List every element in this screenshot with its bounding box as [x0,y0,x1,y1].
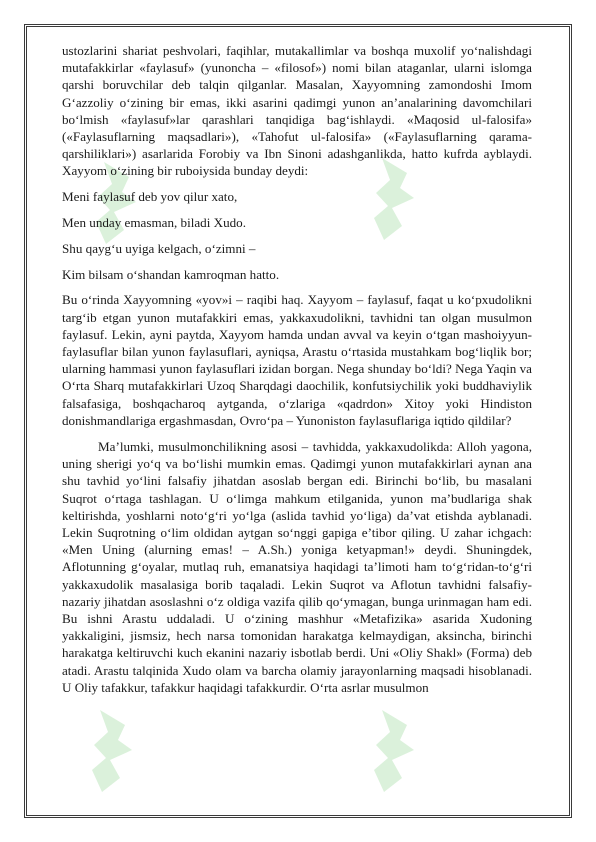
watermark-left-bottom-icon [80,700,150,800]
verse-line-4: Kim bilsam o‘shandan kamroqman hatto. [62,266,280,282]
verse-line-1: Meni faylasuf deb yov qilur xato, [62,189,238,205]
document-body [62,42,532,696]
verse-line-3: Shu qayg‘u uyiga kelgach, o‘zimni – [62,240,256,256]
watermark-right-bottom-icon [362,700,432,800]
paragraph-1: ustozlarini shariat peshvolari, faqihlar, mutakallimlar va boshqa muxolif yo‘nalishdagi mutafakkirlar «faylasuf» (yunoncha – «filosof») nomi bilan ataganlar, ularni islomga qarshi boruvchilar deb talqin qilganlar. Masalan, Xayyomning zamondoshi Imom G‘azzoliy o‘zining bir emas, ikki asarini qadimgi yunon an’analarining davomchilari bo‘lmish «faylasuf»lar qarashlari tanqidiga bag‘ishlaydi. «Maqosid ul-falosifa» («Faylasuflarning maqsadlari»), «Tahofut ul-falosifa» («Faylasuflarning qarama-qarshiliklari») asarlarida Forobiy va Ibn Sinoni adashganlikda, hatto kufrda ayblaydi. Xayyom o‘zining bir ruboiysida bunday deydi: [62,43,532,179]
verse-line-2: Men unday emasman, biladi Xudo. [62,215,247,231]
paragraph-2: Bu o‘rinda Xayyomning «yov»i – raqibi haq. Xayyom – faylasuf, faqat u ko‘pxudolikni targ‘ib etgan yunon mutafakkiri emas, yakkaxudolikni, tavhidni tan olgan musulmon faylasuf. Lekin, ayni paytda, Xayyom hamda undan avval va keyin o‘tgan mashoiyyun-faylasuflar bilan yunon faylasuflari, ayniqsa, Arastu o‘rtasida mustahkam bog‘liqlik bor; ularning hammasi yunon faylasuflari izidan borgan. Nega shunday bo‘ldi? Nega Yaqin va O‘rta Sharq mutafakkirlari Uzoq Sharqdagi daochilik, konfutsiychilik yoki buddhaviylik falsafasiga, boshqacharoq aytganda, o‘zlariga «qadrdon» Xitoy yoki Hindiston donishmandlariga ergashmasdan, Ovro‘pa – Yunoniston faylasuflariga iqtido qildilar? [62,292,532,428]
paragraph-3: Ma’lumki, musulmonchilikning asosi – tavhidda, yakkaxudolikda: Alloh yagona, uning sherigi yo‘q va bo‘lishi mumkin emas. Qadimgi yunon mutafakkirlari aynan ana shu tavhid yo‘lini falsafiy jihatdan asoslab bergan edi. Birinchi bo‘lib, bu masalani Suqrot o‘rtaga tashlagan. U o‘limga mahkum etilganida, yunon ma’budlariga shak keltirishda, yoshlarni noto‘g‘ri yo‘lga (aslida tavhid yo‘liga) da’vat etishda ayblanadi. Lekin Suqrotning o‘lim oldidan aytgan so‘nggi gapiga e’tibor qiling. U zahar ichgach: «Men Uning (alurning emas! – A.Sh.) yoniga ketyapman!» deydi. Shuningdek, Aflotunning g‘oyalar, mutlaq ruh, emanatsiya haqidagi ta’limoti ham to‘g‘ridan-to‘g‘ri yakkaxudolik masalasiga borib taqaladi. Lekin Suqrot va Aflotun tavhidni falsafiy-nazariy jihatdan asoslashni o‘z oldiga vazifa qilib qo‘ymagan, bunga urinmagan ham edi. Bu ishni Arastu uddaladi. U o‘zining mashhur «Metafizika» asarida Xudoning yakkaligini, jismsiz, hech narsa tomonidan harakatga kelmaydigan, aksincha, birinchi harakatga keltiruvchi kuch ekanini nazariy isbotlab berdi. Uni «Oliy Shakl» (Forma) deb atadi. Arastu talqinida Xudo olam va barcha olamiy jarayonlarning maqsadi hisoblanadi. U Oliy tafakkur, tafakkur haqidagi tafakkurdir. O‘rta asrlar musulmon [62,439,532,695]
